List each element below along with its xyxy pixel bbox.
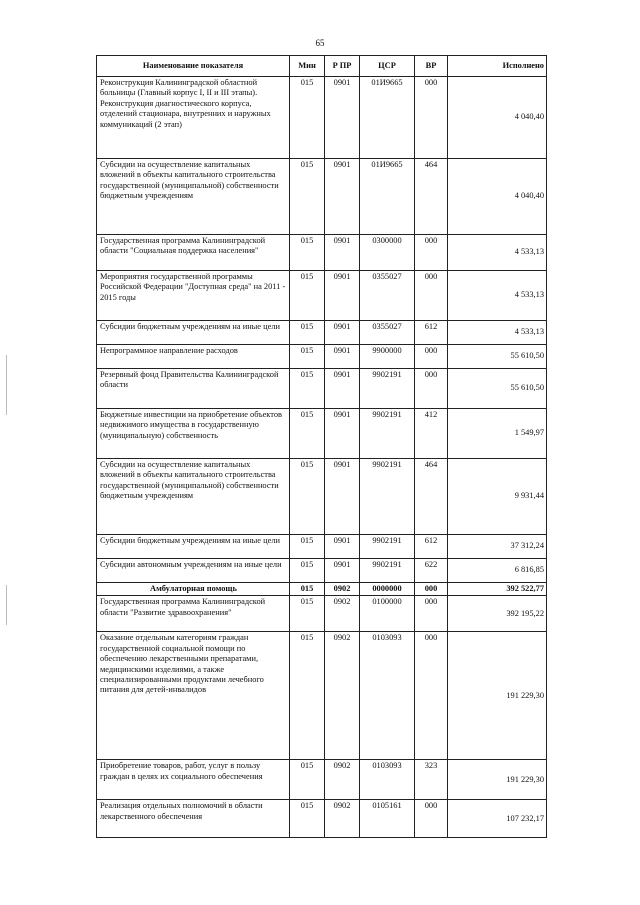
row-csr: 01И9665 xyxy=(360,77,415,159)
table-row xyxy=(97,632,547,760)
row-csr: 0000000 xyxy=(360,583,415,596)
header-min: Мин xyxy=(290,56,325,77)
row-name: Бюджетные инвестиции на приобретение объектов недвижимого имущества в государственную (муниципальную) собственность xyxy=(97,409,290,459)
page-number: 65 xyxy=(315,38,325,48)
table-row xyxy=(97,535,547,559)
row-csr: 9902191 xyxy=(360,535,415,559)
row-rpr: 0901 xyxy=(325,235,360,271)
table-row xyxy=(97,459,547,535)
row-min: 015 xyxy=(290,596,325,632)
row-amount: 1 549,97 xyxy=(448,409,547,459)
row-name: Субсидии на осуществление капитальных вложений в объекты капитального строительства государственной (муниципальной) собственности бюджетным учреждениям xyxy=(97,159,290,235)
header-csr: ЦСР xyxy=(360,56,415,77)
row-vr: 612 xyxy=(415,535,448,559)
row-name: Реконструкция Калининградской областной больницы (Главный корпус I, II и III этапы). Реконструкция диагностического корпуса, отделений стационара, внутренних и наружных коммуникаций (2 этап) xyxy=(97,77,290,159)
row-min: 015 xyxy=(290,632,325,760)
row-min: 015 xyxy=(290,583,325,596)
row-vr: 464 xyxy=(415,459,448,535)
row-amount: 4 533,13 xyxy=(448,271,547,321)
row-min: 015 xyxy=(290,321,325,345)
row-csr: 9900000 xyxy=(360,345,415,369)
budget-table xyxy=(96,55,547,838)
row-vr: 323 xyxy=(415,760,448,800)
row-csr: 0103093 xyxy=(360,760,415,800)
row-amount: 392 195,22 xyxy=(448,596,547,632)
row-csr: 0300000 xyxy=(360,235,415,271)
header-name: Наименование показателя xyxy=(97,56,290,77)
row-vr: 000 xyxy=(415,369,448,409)
row-amount: 4 533,13 xyxy=(448,321,547,345)
header-vr: ВР xyxy=(415,56,448,77)
row-csr: 9902191 xyxy=(360,369,415,409)
row-amount: 392 522,77 xyxy=(448,583,547,596)
row-rpr: 0901 xyxy=(325,409,360,459)
table-row xyxy=(97,321,547,345)
row-rpr: 0901 xyxy=(325,369,360,409)
row-rpr: 0901 xyxy=(325,345,360,369)
row-vr: 412 xyxy=(415,409,448,459)
row-name: Субсидии на осуществление капитальных вложений в объекты капитального строительства государственной (муниципальной) собственности бюджетным учреждениям xyxy=(97,459,290,535)
row-min: 015 xyxy=(290,159,325,235)
table-row xyxy=(97,77,547,159)
row-vr: 000 xyxy=(415,596,448,632)
row-name: Резервный фонд Правительства Калининградской области xyxy=(97,369,290,409)
row-amount: 4 040,40 xyxy=(448,77,547,159)
margin-mark xyxy=(6,585,7,625)
row-min: 015 xyxy=(290,800,325,838)
row-csr: 0105161 xyxy=(360,800,415,838)
table-row xyxy=(97,596,547,632)
row-vr: 464 xyxy=(415,159,448,235)
row-min: 015 xyxy=(290,271,325,321)
table-row xyxy=(97,583,547,596)
row-name: Реализация отдельных полномочий в области лекарственного обеспечения xyxy=(97,800,290,838)
row-min: 015 xyxy=(290,235,325,271)
row-amount: 6 816,85 xyxy=(448,559,547,583)
row-vr: 000 xyxy=(415,77,448,159)
row-name: Амбулаторная помощь xyxy=(97,583,290,596)
row-name: Субсидии бюджетным учреждениям на иные цели xyxy=(97,535,290,559)
table-row xyxy=(97,159,547,235)
row-amount: 191 229,30 xyxy=(448,760,547,800)
table-row xyxy=(97,800,547,838)
table-row xyxy=(97,345,547,369)
row-min: 015 xyxy=(290,459,325,535)
row-amount: 4 040,40 xyxy=(448,159,547,235)
row-vr: 000 xyxy=(415,632,448,760)
row-csr: 0355027 xyxy=(360,271,415,321)
row-vr: 612 xyxy=(415,321,448,345)
row-vr: 000 xyxy=(415,800,448,838)
row-csr: 0355027 xyxy=(360,321,415,345)
table-header-row xyxy=(97,56,547,77)
row-csr: 0103093 xyxy=(360,632,415,760)
row-rpr: 0902 xyxy=(325,632,360,760)
table-row xyxy=(97,271,547,321)
table-body xyxy=(97,77,547,838)
row-amount: 55 610,50 xyxy=(448,369,547,409)
table-row xyxy=(97,235,547,271)
row-csr: 9902191 xyxy=(360,459,415,535)
row-name: Субсидии автономным учреждениям на иные цели xyxy=(97,559,290,583)
row-amount: 55 610,50 xyxy=(448,345,547,369)
row-name: Субсидии бюджетным учреждениям на иные цели xyxy=(97,321,290,345)
row-min: 015 xyxy=(290,77,325,159)
row-min: 015 xyxy=(290,559,325,583)
row-vr: 000 xyxy=(415,235,448,271)
row-rpr: 0901 xyxy=(325,77,360,159)
row-name: Непрограммное направление расходов xyxy=(97,345,290,369)
row-vr: 000 xyxy=(415,271,448,321)
table-row xyxy=(97,369,547,409)
row-name: Приобретение товаров, работ, услуг в пользу граждан в целях их социального обеспечения xyxy=(97,760,290,800)
row-rpr: 0902 xyxy=(325,596,360,632)
header-rpr: Р ПР xyxy=(325,56,360,77)
row-rpr: 0902 xyxy=(325,800,360,838)
row-rpr: 0901 xyxy=(325,271,360,321)
row-name: Мероприятия государственной программы Российской Федерации "Доступная среда" на 2011 - 2015 годы xyxy=(97,271,290,321)
header-executed: Исполнено xyxy=(448,56,547,77)
row-name: Государственная программа Калининградской области "Социальная поддержка населения" xyxy=(97,235,290,271)
table-row xyxy=(97,559,547,583)
row-min: 015 xyxy=(290,760,325,800)
table-row xyxy=(97,409,547,459)
row-amount: 9 931,44 xyxy=(448,459,547,535)
row-amount: 107 232,17 xyxy=(448,800,547,838)
row-rpr: 0901 xyxy=(325,159,360,235)
row-name: Государственная программа Калининградской области "Развитие здравоохранения" xyxy=(97,596,290,632)
row-csr: 9902191 xyxy=(360,559,415,583)
row-vr: 622 xyxy=(415,559,448,583)
row-name: Оказание отдельным категориям граждан государственной социальной помощи по обеспечению лекарственными препаратами, медицинскими изделиями, а также специализированными продуктами лечебного питания для детей-инвалидов xyxy=(97,632,290,760)
row-amount: 191 229,30 xyxy=(448,632,547,760)
row-csr: 9902191 xyxy=(360,409,415,459)
row-rpr: 0901 xyxy=(325,459,360,535)
row-min: 015 xyxy=(290,345,325,369)
row-min: 015 xyxy=(290,369,325,409)
row-rpr: 0901 xyxy=(325,559,360,583)
row-min: 015 xyxy=(290,409,325,459)
row-csr: 0100000 xyxy=(360,596,415,632)
margin-mark xyxy=(6,355,7,415)
table-row xyxy=(97,760,547,800)
row-csr: 01И9665 xyxy=(360,159,415,235)
row-vr: 000 xyxy=(415,583,448,596)
row-amount: 37 312,24 xyxy=(448,535,547,559)
row-rpr: 0902 xyxy=(325,583,360,596)
row-rpr: 0901 xyxy=(325,535,360,559)
row-min: 015 xyxy=(290,535,325,559)
row-rpr: 0902 xyxy=(325,760,360,800)
row-vr: 000 xyxy=(415,345,448,369)
row-rpr: 0901 xyxy=(325,321,360,345)
row-amount: 4 533,13 xyxy=(448,235,547,271)
